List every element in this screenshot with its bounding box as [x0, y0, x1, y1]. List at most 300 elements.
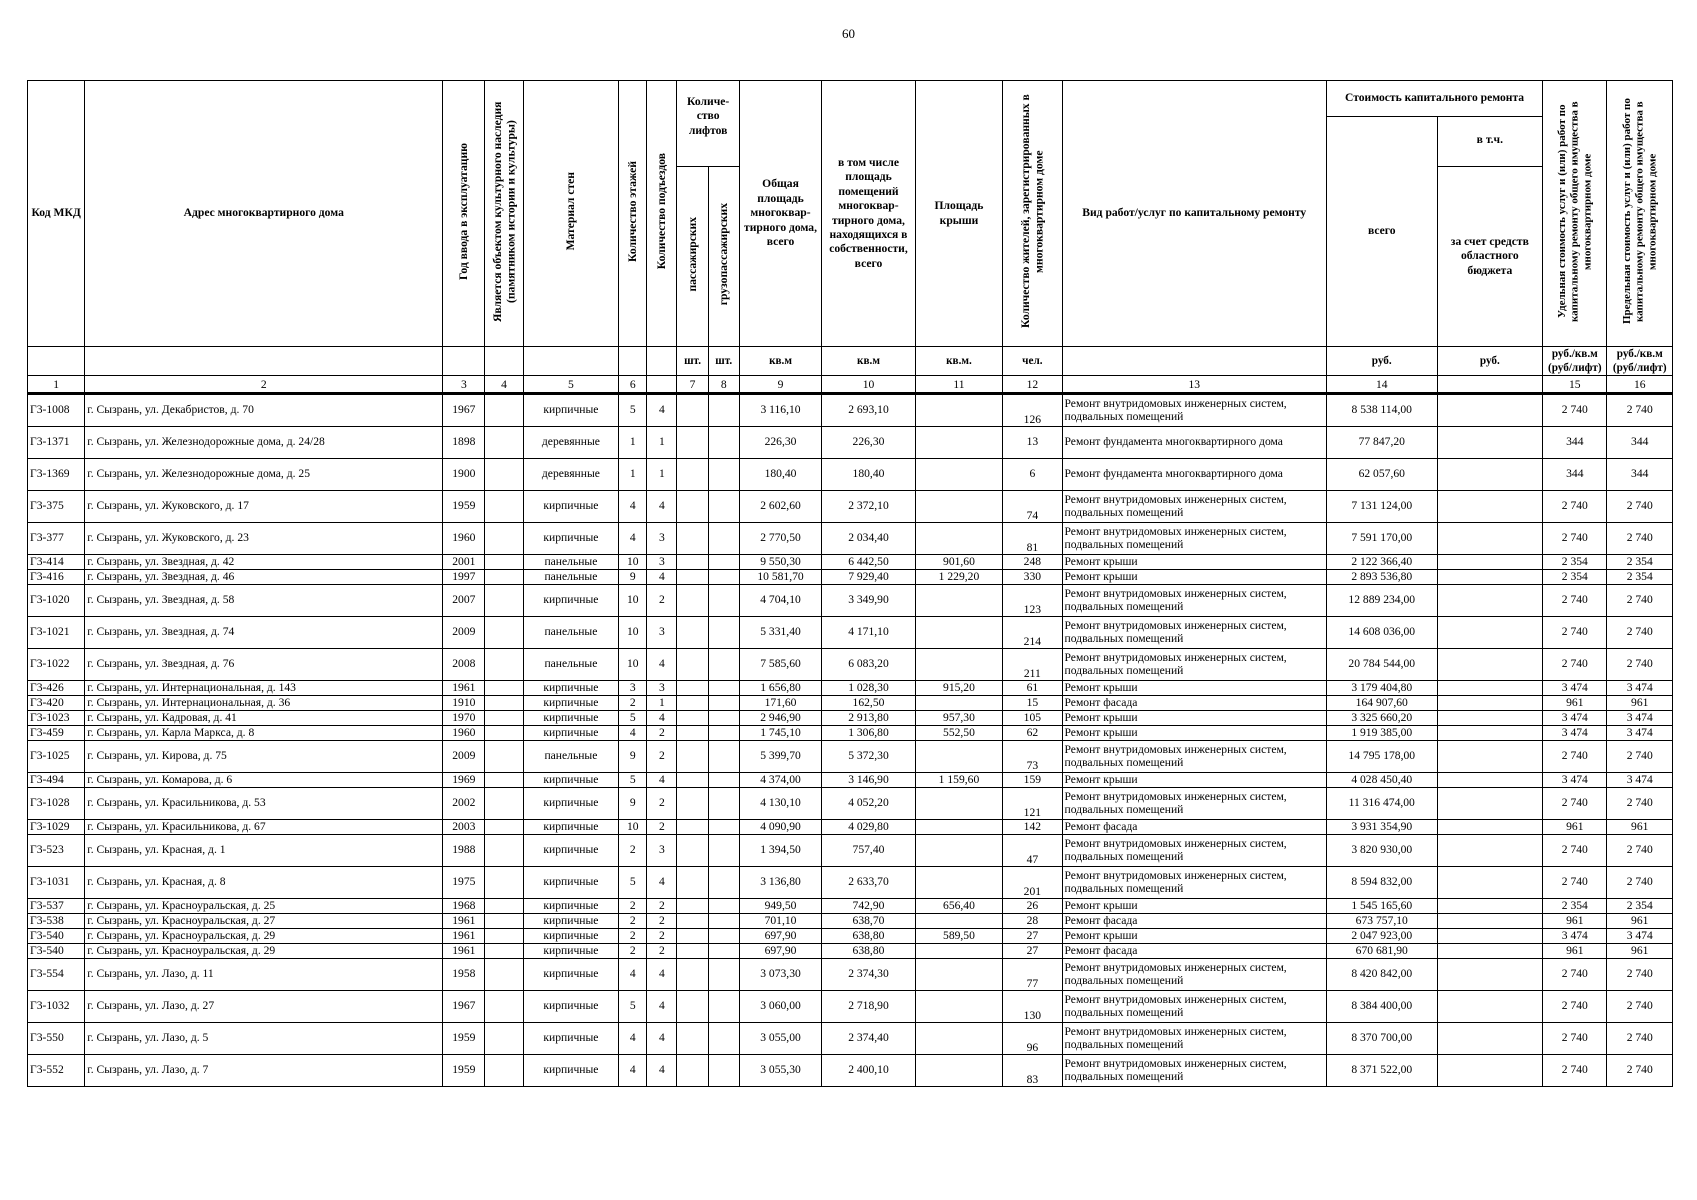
row-limit-cost: 344 [1607, 427, 1673, 459]
row-limit-cost: 2 354 [1607, 570, 1673, 585]
row-kod: Г3-1029 [28, 820, 85, 835]
row-residents: 211 [1003, 649, 1062, 681]
row-limit-cost: 344 [1607, 459, 1673, 491]
row-lifts-cargo [708, 773, 739, 788]
row-area-owned: 2 913,80 [822, 711, 916, 726]
row-work-type: Ремонт внутридомовых инженерных систем, подвальных помещений [1062, 585, 1326, 617]
row-residents: 130 [1003, 991, 1062, 1023]
column-number: 7 [677, 376, 708, 394]
row-work-type: Ремонт внутридомовых инженерных систем, подвальных помещений [1062, 491, 1326, 523]
row-entrances: 4 [647, 649, 677, 681]
row-entrances: 2 [647, 788, 677, 820]
row-entrances: 4 [647, 570, 677, 585]
row-lifts-passenger [677, 773, 708, 788]
row-material: кирпичные [523, 820, 619, 835]
column-number: 5 [523, 376, 619, 394]
row-roof-area [915, 788, 1002, 820]
row-address: г. Сызрань, ул. Красная, д. 1 [85, 835, 443, 867]
row-unit-cost: 2 740 [1543, 1023, 1607, 1055]
unit-area-total: кв.м [739, 347, 821, 376]
row-material: кирпичные [523, 491, 619, 523]
row-heritage [485, 555, 523, 570]
table-row [28, 726, 1673, 741]
row-year: 1958 [443, 959, 485, 991]
row-year: 1960 [443, 523, 485, 555]
table-row [28, 681, 1673, 696]
row-heritage [485, 696, 523, 711]
row-address: г. Сызрань, ул. Лазо, д. 5 [85, 1023, 443, 1055]
table-body [28, 394, 1673, 1087]
row-unit-cost: 961 [1543, 914, 1607, 929]
row-area-total: 1 745,10 [739, 726, 821, 741]
row-floors: 2 [619, 929, 647, 944]
row-residents: 61 [1003, 681, 1062, 696]
row-roof-area [915, 1055, 1002, 1087]
row-floors: 9 [619, 788, 647, 820]
header-heritage: Является объектом культурного наследия (памятником истории и культуры) [490, 101, 518, 322]
row-residents: 96 [1003, 1023, 1062, 1055]
row-area-total: 701,10 [739, 914, 821, 929]
row-limit-cost: 2 740 [1607, 617, 1673, 649]
row-limit-cost: 961 [1607, 944, 1673, 959]
row-roof-area [915, 741, 1002, 773]
row-address: г. Сызрань, ул. Лазо, д. 27 [85, 991, 443, 1023]
row-entrances: 4 [647, 991, 677, 1023]
row-kod: Г3-1032 [28, 991, 85, 1023]
row-lifts-cargo [708, 929, 739, 944]
row-material: кирпичные [523, 835, 619, 867]
table-row [28, 899, 1673, 914]
row-work-type: Ремонт внутридомовых инженерных систем, подвальных помещений [1062, 835, 1326, 867]
row-year: 1968 [443, 899, 485, 914]
column-number: 15 [1543, 376, 1607, 394]
row-kod: Г3-540 [28, 929, 85, 944]
row-unit-cost: 3 474 [1543, 726, 1607, 741]
row-area-total: 9 550,30 [739, 555, 821, 570]
header-floors: Количество этажей [626, 160, 640, 262]
row-material: панельные [523, 649, 619, 681]
row-roof-area [915, 649, 1002, 681]
row-residents: 74 [1003, 491, 1062, 523]
table-row [28, 491, 1673, 523]
row-material: кирпичные [523, 1023, 619, 1055]
row-heritage [485, 991, 523, 1023]
unit-roof-area: кв.м. [915, 347, 1002, 376]
row-residents: 123 [1003, 585, 1062, 617]
row-lifts-passenger [677, 491, 708, 523]
row-floors: 4 [619, 959, 647, 991]
row-lifts-cargo [708, 741, 739, 773]
row-cost-total: 1 919 385,00 [1326, 726, 1437, 741]
row-work-type: Ремонт внутридомовых инженерных систем, подвальных помещений [1062, 1023, 1326, 1055]
unit-limit-cost: руб./кв.м (руб/лифт) [1607, 347, 1673, 376]
row-lifts-cargo [708, 491, 739, 523]
row-cost-regional [1437, 959, 1543, 991]
row-material: кирпичные [523, 788, 619, 820]
row-unit-cost: 2 740 [1543, 491, 1607, 523]
row-heritage [485, 820, 523, 835]
row-address: г. Сызрань, ул. Жуковского, д. 23 [85, 523, 443, 555]
row-entrances: 2 [647, 726, 677, 741]
row-lifts-passenger [677, 427, 708, 459]
row-area-owned: 3 146,90 [822, 773, 916, 788]
row-lifts-cargo [708, 835, 739, 867]
row-lifts-cargo [708, 570, 739, 585]
row-year: 1967 [443, 394, 485, 427]
row-roof-area: 656,40 [915, 899, 1002, 914]
table-row [28, 649, 1673, 681]
row-year: 1959 [443, 491, 485, 523]
row-address: г. Сызрань, ул. Железнодорожные дома, д. 25 [85, 459, 443, 491]
row-kod: Г3-1022 [28, 649, 85, 681]
row-work-type: Ремонт фасада [1062, 820, 1326, 835]
row-limit-cost: 3 474 [1607, 681, 1673, 696]
header-unit-cost: Удельная стоимость услуг и (или) работ по капитальному ремонту общего имущества в многоквартирном доме [1555, 100, 1594, 322]
row-cost-total: 3 931 354,90 [1326, 820, 1437, 835]
row-lifts-passenger [677, 681, 708, 696]
row-year: 1959 [443, 1023, 485, 1055]
row-lifts-passenger [677, 959, 708, 991]
row-cost-regional [1437, 741, 1543, 773]
table-row [28, 991, 1673, 1023]
row-area-owned: 162,50 [822, 696, 916, 711]
row-area-total: 4 374,00 [739, 773, 821, 788]
header-cost-total: всего [1326, 117, 1437, 347]
row-unit-cost: 2 354 [1543, 555, 1607, 570]
row-limit-cost: 3 474 [1607, 773, 1673, 788]
row-floors: 4 [619, 726, 647, 741]
unit-area-owned: кв.м [822, 347, 916, 376]
row-material: кирпичные [523, 696, 619, 711]
row-year: 1898 [443, 427, 485, 459]
row-entrances: 3 [647, 523, 677, 555]
row-area-owned: 638,80 [822, 929, 916, 944]
row-lifts-cargo [708, 914, 739, 929]
row-area-owned: 4 029,80 [822, 820, 916, 835]
row-roof-area [915, 459, 1002, 491]
row-limit-cost: 961 [1607, 820, 1673, 835]
row-cost-total: 1 545 165,60 [1326, 899, 1437, 914]
table-row [28, 788, 1673, 820]
row-lifts-passenger [677, 459, 708, 491]
row-residents: 77 [1003, 959, 1062, 991]
row-lifts-cargo [708, 681, 739, 696]
row-area-owned: 638,80 [822, 944, 916, 959]
row-work-type: Ремонт фасада [1062, 914, 1326, 929]
row-lifts-cargo [708, 788, 739, 820]
row-work-type: Ремонт крыши [1062, 711, 1326, 726]
unit-cost-regional: руб. [1437, 347, 1543, 376]
row-unit-cost: 2 740 [1543, 523, 1607, 555]
table-row [28, 459, 1673, 491]
column-number: 4 [485, 376, 523, 394]
row-area-owned: 6 442,50 [822, 555, 916, 570]
row-heritage [485, 427, 523, 459]
row-year: 1961 [443, 914, 485, 929]
row-limit-cost: 2 740 [1607, 835, 1673, 867]
header-cost-regional: за счет средств областного бюджета [1437, 167, 1543, 347]
row-unit-cost: 3 474 [1543, 773, 1607, 788]
row-address: г. Сызрань, ул. Декабристов, д. 70 [85, 394, 443, 427]
table-row [28, 523, 1673, 555]
row-material: кирпичные [523, 394, 619, 427]
row-limit-cost: 3 474 [1607, 929, 1673, 944]
row-entrances: 2 [647, 929, 677, 944]
row-floors: 10 [619, 820, 647, 835]
unit-cost-total: руб. [1326, 347, 1437, 376]
row-area-total: 697,90 [739, 929, 821, 944]
row-floors: 2 [619, 696, 647, 711]
row-area-owned: 4 052,20 [822, 788, 916, 820]
row-lifts-passenger [677, 1023, 708, 1055]
row-residents: 83 [1003, 1055, 1062, 1087]
row-lifts-passenger [677, 523, 708, 555]
row-floors: 5 [619, 394, 647, 427]
row-lifts-cargo [708, 585, 739, 617]
row-residents: 126 [1003, 394, 1062, 427]
row-cost-regional [1437, 1055, 1543, 1087]
row-kod: Г3-377 [28, 523, 85, 555]
row-roof-area [915, 867, 1002, 899]
row-floors: 4 [619, 523, 647, 555]
column-number: 1 [28, 376, 85, 394]
column-number: 11 [915, 376, 1002, 394]
unit-lifts-cargo: шт. [708, 347, 739, 376]
row-work-type: Ремонт крыши [1062, 681, 1326, 696]
table-row [28, 944, 1673, 959]
row-cost-regional [1437, 491, 1543, 523]
row-roof-area: 1 229,20 [915, 570, 1002, 585]
row-heritage [485, 523, 523, 555]
row-floors: 1 [619, 459, 647, 491]
row-entrances: 2 [647, 741, 677, 773]
row-roof-area: 901,60 [915, 555, 1002, 570]
row-address: г. Сызрань, ул. Звездная, д. 76 [85, 649, 443, 681]
row-area-total: 3 060,00 [739, 991, 821, 1023]
row-address: г. Сызрань, ул. Жуковского, д. 17 [85, 491, 443, 523]
table-row [28, 555, 1673, 570]
row-roof-area [915, 394, 1002, 427]
row-limit-cost: 3 474 [1607, 726, 1673, 741]
row-lifts-cargo [708, 711, 739, 726]
row-kod: Г3-537 [28, 899, 85, 914]
row-entrances: 2 [647, 914, 677, 929]
row-cost-regional [1437, 649, 1543, 681]
row-residents: 201 [1003, 867, 1062, 899]
row-heritage [485, 459, 523, 491]
row-kod: Г3-1031 [28, 867, 85, 899]
row-work-type: Ремонт внутридомовых инженерных систем, подвальных помещений [1062, 867, 1326, 899]
row-heritage [485, 1023, 523, 1055]
row-cost-total: 3 820 930,00 [1326, 835, 1437, 867]
row-cost-regional [1437, 1023, 1543, 1055]
row-kod: Г3-494 [28, 773, 85, 788]
row-limit-cost: 961 [1607, 696, 1673, 711]
row-area-owned: 757,40 [822, 835, 916, 867]
row-area-total: 1 656,80 [739, 681, 821, 696]
table-row [28, 741, 1673, 773]
row-cost-total: 8 370 700,00 [1326, 1023, 1437, 1055]
row-area-total: 171,60 [739, 696, 821, 711]
row-address: г. Сызрань, ул. Кирова, д. 75 [85, 741, 443, 773]
row-cost-regional [1437, 929, 1543, 944]
row-area-owned: 6 083,20 [822, 649, 916, 681]
row-area-total: 3 073,30 [739, 959, 821, 991]
row-floors: 2 [619, 914, 647, 929]
row-entrances: 2 [647, 585, 677, 617]
table-row [28, 394, 1673, 427]
row-lifts-cargo [708, 459, 739, 491]
row-kod: Г3-540 [28, 944, 85, 959]
row-limit-cost: 2 740 [1607, 1055, 1673, 1087]
row-lifts-passenger [677, 944, 708, 959]
column-number [1437, 376, 1543, 394]
row-work-type: Ремонт крыши [1062, 726, 1326, 741]
column-number: 8 [708, 376, 739, 394]
row-heritage [485, 394, 523, 427]
row-area-total: 2 602,60 [739, 491, 821, 523]
row-area-total: 226,30 [739, 427, 821, 459]
table-header [28, 81, 1673, 394]
row-cost-regional [1437, 459, 1543, 491]
row-limit-cost: 961 [1607, 914, 1673, 929]
row-lifts-cargo [708, 991, 739, 1023]
header-area-owned: в том числе площадь помещений многоквар-тирного дома, находящихся в собственности, всего [822, 81, 916, 347]
row-area-owned: 7 929,40 [822, 570, 916, 585]
row-kod: Г3-1369 [28, 459, 85, 491]
row-cost-regional [1437, 585, 1543, 617]
row-roof-area [915, 914, 1002, 929]
row-cost-regional [1437, 788, 1543, 820]
table-row [28, 711, 1673, 726]
table-row [28, 914, 1673, 929]
row-area-total: 4 090,90 [739, 820, 821, 835]
row-entrances: 1 [647, 427, 677, 459]
row-residents: 214 [1003, 617, 1062, 649]
row-floors: 5 [619, 867, 647, 899]
row-limit-cost: 2 740 [1607, 741, 1673, 773]
row-lifts-cargo [708, 820, 739, 835]
row-roof-area: 589,50 [915, 929, 1002, 944]
row-kod: Г3-554 [28, 959, 85, 991]
row-work-type: Ремонт внутридомовых инженерных систем, подвальных помещений [1062, 1055, 1326, 1087]
row-kod: Г3-1371 [28, 427, 85, 459]
row-material: кирпичные [523, 726, 619, 741]
unit-lifts-passenger: шт. [677, 347, 708, 376]
row-roof-area [915, 491, 1002, 523]
row-unit-cost: 344 [1543, 459, 1607, 491]
row-heritage [485, 491, 523, 523]
row-area-owned: 5 372,30 [822, 741, 916, 773]
row-year: 1900 [443, 459, 485, 491]
row-residents: 159 [1003, 773, 1062, 788]
row-entrances: 3 [647, 617, 677, 649]
row-lifts-passenger [677, 726, 708, 741]
row-lifts-passenger [677, 867, 708, 899]
row-lifts-cargo [708, 944, 739, 959]
row-entrances: 4 [647, 1023, 677, 1055]
row-cost-total: 2 893 536,80 [1326, 570, 1437, 585]
row-heritage [485, 741, 523, 773]
row-lifts-cargo [708, 899, 739, 914]
row-area-owned: 180,40 [822, 459, 916, 491]
row-area-owned: 638,70 [822, 914, 916, 929]
row-area-total: 2 770,50 [739, 523, 821, 555]
row-material: панельные [523, 555, 619, 570]
row-lifts-cargo [708, 523, 739, 555]
row-address: г. Сызрань, ул. Красильникова, д. 67 [85, 820, 443, 835]
row-year: 2003 [443, 820, 485, 835]
row-year: 2008 [443, 649, 485, 681]
row-residents: 6 [1003, 459, 1062, 491]
column-number: 2 [85, 376, 443, 394]
row-material: кирпичные [523, 899, 619, 914]
row-kod: Г3-420 [28, 696, 85, 711]
row-entrances: 4 [647, 711, 677, 726]
header-lifts-cargo: грузопассажирских [717, 203, 731, 306]
column-numbers-row [28, 376, 1673, 394]
row-address: г. Сызрань, ул. Красноуральская, д. 27 [85, 914, 443, 929]
row-floors: 3 [619, 681, 647, 696]
row-residents: 47 [1003, 835, 1062, 867]
row-kod: Г3-375 [28, 491, 85, 523]
row-cost-total: 8 384 400,00 [1326, 991, 1437, 1023]
row-material: панельные [523, 741, 619, 773]
row-limit-cost: 2 740 [1607, 867, 1673, 899]
row-entrances: 4 [647, 773, 677, 788]
row-floors: 5 [619, 991, 647, 1023]
table-row [28, 835, 1673, 867]
header-area-total: Общая площадь многоквар-тирного дома, всего [739, 81, 821, 347]
row-floors: 2 [619, 899, 647, 914]
row-lifts-passenger [677, 570, 708, 585]
row-floors: 4 [619, 491, 647, 523]
row-cost-total: 77 847,20 [1326, 427, 1437, 459]
row-area-total: 5 399,70 [739, 741, 821, 773]
row-address: г. Сызрань, ул. Звездная, д. 58 [85, 585, 443, 617]
row-floors: 4 [619, 1023, 647, 1055]
row-work-type: Ремонт внутридомовых инженерных систем, подвальных помещений [1062, 741, 1326, 773]
row-entrances: 4 [647, 1055, 677, 1087]
row-work-type: Ремонт внутридомовых инженерных систем, подвальных помещений [1062, 788, 1326, 820]
row-cost-regional [1437, 711, 1543, 726]
row-cost-total: 20 784 544,00 [1326, 649, 1437, 681]
row-cost-regional [1437, 835, 1543, 867]
row-work-type: Ремонт внутридомовых инженерных систем, подвальных помещений [1062, 523, 1326, 555]
row-roof-area: 915,20 [915, 681, 1002, 696]
row-cost-total: 8 538 114,00 [1326, 394, 1437, 427]
row-address: г. Сызрань, ул. Красноуральская, д. 25 [85, 899, 443, 914]
row-heritage [485, 570, 523, 585]
row-heritage [485, 726, 523, 741]
row-entrances: 2 [647, 899, 677, 914]
row-cost-total: 4 028 450,40 [1326, 773, 1437, 788]
row-year: 1988 [443, 835, 485, 867]
row-roof-area [915, 585, 1002, 617]
row-heritage [485, 959, 523, 991]
row-floors: 9 [619, 570, 647, 585]
row-address: г. Сызрань, ул. Кадровая, д. 41 [85, 711, 443, 726]
row-heritage [485, 944, 523, 959]
row-area-owned: 4 171,10 [822, 617, 916, 649]
row-residents: 26 [1003, 899, 1062, 914]
row-cost-total: 164 907,60 [1326, 696, 1437, 711]
row-area-owned: 742,90 [822, 899, 916, 914]
row-cost-total: 7 591 170,00 [1326, 523, 1437, 555]
row-year: 1961 [443, 929, 485, 944]
row-unit-cost: 2 740 [1543, 959, 1607, 991]
header-address: Адрес многоквартирного дома [85, 81, 443, 347]
